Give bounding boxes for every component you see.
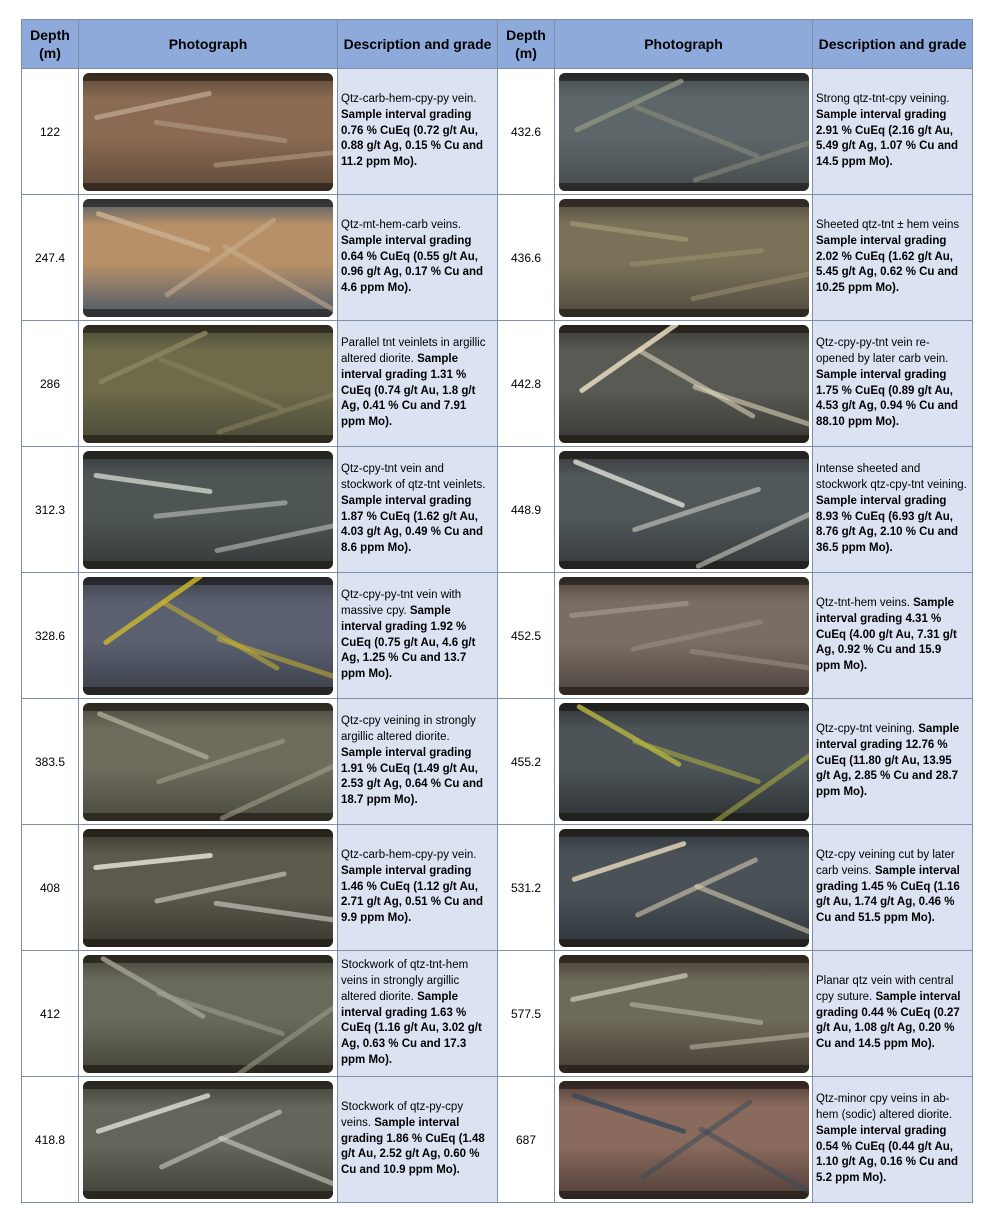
core-tray-edge [83,451,333,459]
grade-text: Sample interval grading 0.54 % CuEq (0.44 g/t Au, 1.10 g/t Ag, 0.16 % Cu and 5.2 ppm Mo). [816,1124,959,1185]
core-photo-cell [79,1077,338,1203]
description-cell [813,951,973,1077]
drill-core-photo [83,955,333,1073]
description-text: Qtz-cpy veining cut by later carb veins. [816,849,955,877]
core-tray-edge [559,829,809,837]
description-cell [338,825,498,951]
core-photo-cell [555,195,813,321]
description-text: Qtz-cpy-py-tnt vein re-opened by later carb vein. [816,337,949,365]
vein-mark [93,852,213,870]
vein-mark [632,103,759,158]
vein-mark [690,265,809,301]
vein-mark [161,599,280,671]
header-desc-left: Description and grade [338,20,498,69]
core-photo-cell [79,195,338,321]
core-tray-edge [559,309,809,317]
header-photo-right: Photograph [555,20,813,69]
core-tray-edge [83,435,333,443]
vein-mark [213,147,333,168]
depth-cell: 408 [22,825,79,951]
core-tray-edge [83,1065,333,1073]
grade-text: Sample interval grading 0.76 % CuEq (0.72 g/t Au, 0.88 g/t Ag, 0.15 % Cu and 11.2 ppm Mo). [341,108,484,169]
vein-mark [95,1092,211,1134]
drill-core-photo [559,703,809,821]
grade-text: Sample interval grading 1.63 % CuEq (1.16 g/t Au, 3.02 g/t Ag, 0.63 % Cu and 17.3 ppm Mo). [341,990,482,1066]
core-tray-edge [559,955,809,963]
core-photo-cell [555,447,813,573]
core-tray-edge [83,955,333,963]
header-depth-right: Depth (m) [498,20,555,69]
description-text: Qtz-mt-hem-carb veins. [341,219,462,231]
drill-core-photo [559,955,809,1073]
depth-cell: 436.6 [498,195,555,321]
vein-mark [631,738,761,784]
vein-mark [629,619,762,652]
grade-text: Sample interval grading 1.86 % CuEq (1.48 g/t Au, 2.52 g/t Ag, 0.60 % Cu and 10.9 ppm Mo). [341,1116,485,1177]
grade-text: Sample interval grading 1.92 % CuEq (0.75 g/t Au, 4.6 g/t Ag, 1.25 % Cu and 13.7 ppm Mo). [341,604,476,681]
description-cell [338,1077,498,1203]
description-text: Qtz-tnt-hem veins. [816,597,914,609]
core-tray-edge [559,199,809,207]
vein-mark [689,1029,809,1050]
grade-text: Sample interval grading 1.87 % CuEq (1.62 g/t Au, 4.03 g/t Ag, 0.49 % Cu and 8.6 ppm Mo). [341,494,484,555]
drill-core-table-container [21,19,972,1203]
description-cell [813,447,973,573]
description-cell [813,1077,973,1203]
vein-mark [689,648,809,674]
core-tray-edge [559,561,809,569]
core-tray-edge [559,1081,809,1089]
depth-cell: 452.5 [498,573,555,699]
drill-core-photo [559,73,809,191]
grade-text: Sample interval grading 1.46 % CuEq (1.12 g/t Au, 2.71 g/t Ag, 0.51 % Cu and 9.9 ppm Mo). [341,864,484,925]
description-cell [338,321,498,447]
vein-mark [213,900,333,926]
description-text: Qtz-carb-hem-cpy-py vein. [341,93,477,105]
core-photo-cell [555,573,813,699]
drill-core-photo [83,829,333,947]
description-text: Parallel tnt veinlets in argillic altered diorite. [341,337,486,365]
core-tray-edge [559,1191,809,1199]
drill-core-photo [559,829,809,947]
core-photo-cell [79,699,338,825]
vein-mark [95,210,211,252]
core-tray-edge [83,1081,333,1089]
description-text: Qtz-cpy-tnt veining. [816,723,919,735]
description-text: Stockwork of qtz-py-cpy veins. [341,1101,464,1129]
core-tray-edge [83,1191,333,1199]
depth-cell: 122 [22,69,79,195]
vein-mark [154,871,287,904]
description-text: Intense sheeted and stockwork qtz-cpy-tnt veining. [816,463,967,491]
drill-core-photo [83,199,333,317]
description-cell [338,195,498,321]
core-tray-edge [559,703,809,711]
description-text: Qtz-cpy-tnt vein and stockwork of qtz-tnt veinlets. [341,463,486,491]
core-tray-edge [559,939,809,947]
description-cell [813,321,973,447]
grade-text: Sample interval grading 4.31 % CuEq (4.00 g/t Au, 7.31 g/t Ag, 0.92 % Cu and 15.9 ppm Mo). [816,597,957,673]
vein-mark [694,501,808,568]
vein-mark [569,220,689,242]
table-row [22,825,973,951]
core-photo-cell [79,69,338,195]
core-photo-cell [79,825,338,951]
core-tray-edge [83,561,333,569]
header-desc-right: Description and grade [813,20,973,69]
description-cell [813,825,973,951]
header-photo-left: Photograph [79,20,338,69]
description-text: Qtz-minor cpy veins in ab-hem (sodic) altered diorite. [816,1093,953,1121]
grade-text: Sample interval grading 1.45 % CuEq (1.16 g/t Au, 1.74 g/t Ag, 0.46 % Cu and 51.5 ppm Mo). [816,864,960,925]
grade-text: Sample interval grading 2.91 % CuEq (2.16 g/t Au, 5.49 g/t Ag, 1.07 % Cu and 14.5 ppm Mo). [816,108,959,169]
description-cell [338,447,498,573]
vein-mark [222,243,333,316]
core-tray-edge [83,183,333,191]
depth-cell: 328.6 [22,573,79,699]
vein-mark [569,972,687,1002]
description-cell [338,699,498,825]
core-tray-edge [559,325,809,333]
core-tray-edge [559,813,809,821]
core-tray-edge [83,939,333,947]
drill-core-photo [83,73,333,191]
description-text: Planar qtz vein with central cpy suture. [816,975,954,1003]
drill-core-photo [83,325,333,443]
core-tray-edge [559,577,809,585]
grade-text: Sample interval grading 1.31 % CuEq (0.74 g/t Au, 1.8 g/t Ag, 0.41 % Cu and 7.91 ppm Mo). [341,352,476,429]
vein-mark [691,383,808,434]
description-cell [813,195,973,321]
drill-core-photo [559,577,809,695]
core-photo-cell [555,825,813,951]
vein-mark [102,577,203,646]
description-cell [338,69,498,195]
vein-mark [157,355,284,410]
depth-cell: 383.5 [22,699,79,825]
vein-mark [216,635,333,686]
core-tray-edge [559,73,809,81]
vein-mark [636,347,755,419]
vein-mark [571,840,687,882]
core-tray-edge [559,451,809,459]
core-photo-cell [79,951,338,1077]
grade-text: Sample interval grading 1.91 % CuEq (1.49 g/t Au, 2.53 g/t Ag, 0.64 % Cu and 18.7 ppm Mo). [341,746,484,807]
vein-mark [571,1092,687,1134]
core-photo-cell [79,321,338,447]
depth-cell: 412 [22,951,79,1077]
core-photo-cell [555,951,813,1077]
core-tray-edge [83,703,333,711]
core-photo-cell [555,699,813,825]
vein-mark [575,703,681,767]
table-row [22,699,973,825]
table-row [22,321,973,447]
description-cell [338,573,498,699]
description-cell [813,69,973,195]
description-cell [813,573,973,699]
depth-cell: 577.5 [498,951,555,1077]
description-text: Qtz-carb-hem-cpy-py vein. [341,849,477,861]
grade-text: Sample interval grading 8.93 % CuEq (6.93 g/t Au, 8.76 g/t Ag, 2.10 % Cu and 36.5 ppm Mo). [816,494,959,555]
depth-cell: 418.8 [22,1077,79,1203]
drill-core-photo [83,703,333,821]
vein-mark [693,883,808,944]
depth-cell: 442.8 [498,321,555,447]
core-photo-cell [79,447,338,573]
drill-core-photo [559,1081,809,1199]
table-row [22,951,973,1077]
table-row [22,69,973,195]
vein-mark [164,216,277,298]
vein-mark [93,472,213,494]
description-text: Sheeted qtz-tnt ± hem veins [816,219,960,231]
core-tray-edge [83,577,333,585]
depth-cell: 455.2 [498,699,555,825]
table-row [22,1077,973,1203]
header-depth-left: Depth (m) [22,20,79,69]
grade-text: Sample interval grading 0.64 % CuEq (0.55 g/t Au, 0.96 g/t Ag, 0.17 % Cu and 4.6 ppm Mo). [341,234,484,295]
core-tray-edge [559,435,809,443]
core-tray-edge [83,309,333,317]
grade-text: Sample interval grading 1.75 % CuEq (0.89 g/t Au, 4.53 g/t Ag, 0.94 % Cu and 88.10 ppm Mo). [816,368,959,429]
drill-core-table [21,19,973,1203]
core-photo-cell [555,1077,813,1203]
grade-text: Sample interval grading 2.02 % CuEq (1.62 g/t Au, 5.45 g/t Ag, 0.62 % Cu and 10.25 ppm Mo). [816,234,959,295]
vein-mark [573,77,684,132]
core-tray-edge [83,687,333,695]
table-body [22,69,973,1203]
drill-core-photo [559,325,809,443]
drill-core-photo [83,451,333,569]
core-photo-cell [555,69,813,195]
vein-mark [639,1098,752,1180]
table-row [22,447,973,573]
grade-text: Sample interval grading 12.76 % CuEq (11.80 g/t Au, 13.95 g/t Ag, 2.85 % Cu and 28.7 ppm Mo). [816,723,960,799]
vein-mark [153,499,288,518]
drill-core-photo [559,199,809,317]
core-tray-edge [83,199,333,207]
depth-cell: 432.6 [498,69,555,195]
description-text: Stockwork of qtz-tnt-hem veins in strongly argillic altered diorite. [341,959,469,1003]
vein-mark [96,710,209,760]
vein-mark [578,325,679,394]
grade-text: Sample interval grading 0.44 % CuEq (0.27 g/t Au, 1.08 g/t Ag, 0.20 % Cu and 14.5 ppm Mo). [816,990,961,1051]
core-tray-edge [559,1065,809,1073]
depth-cell: 687 [498,1077,555,1203]
core-photo-cell [555,321,813,447]
table-row [22,195,973,321]
vein-mark [100,955,206,1019]
core-tray-edge [559,687,809,695]
core-tray-edge [83,813,333,821]
description-cell [813,699,973,825]
description-text: Qtz-cpy veining in strongly argillic altered diorite. [341,715,476,743]
vein-mark [629,1001,763,1025]
depth-cell: 312.3 [22,447,79,573]
core-tray-edge [83,73,333,81]
drill-core-photo [83,1081,333,1199]
core-photo-cell [79,573,338,699]
header-row [22,20,973,69]
vein-mark [629,247,764,266]
vein-mark [214,517,333,553]
description-text: Strong qtz-tnt-cpy veining. [816,93,950,105]
vein-mark [156,990,286,1036]
drill-core-photo [83,577,333,695]
description-text: Qtz-cpy-py-tnt vein with massive cpy. [341,589,462,617]
table-row [22,573,973,699]
depth-cell: 286 [22,321,79,447]
vein-mark [218,1135,333,1196]
core-tray-edge [83,829,333,837]
depth-cell: 247.4 [22,195,79,321]
vein-mark [98,329,209,384]
core-tray-edge [559,183,809,191]
drill-core-photo [559,451,809,569]
vein-mark [697,1125,808,1198]
core-tray-edge [83,325,333,333]
vein-mark [219,753,333,820]
depth-cell: 448.9 [498,447,555,573]
depth-cell: 531.2 [498,825,555,951]
vein-mark [572,458,685,508]
vein-mark [569,600,689,618]
vein-mark [153,119,287,143]
description-cell [338,951,498,1077]
vein-mark [94,90,212,120]
